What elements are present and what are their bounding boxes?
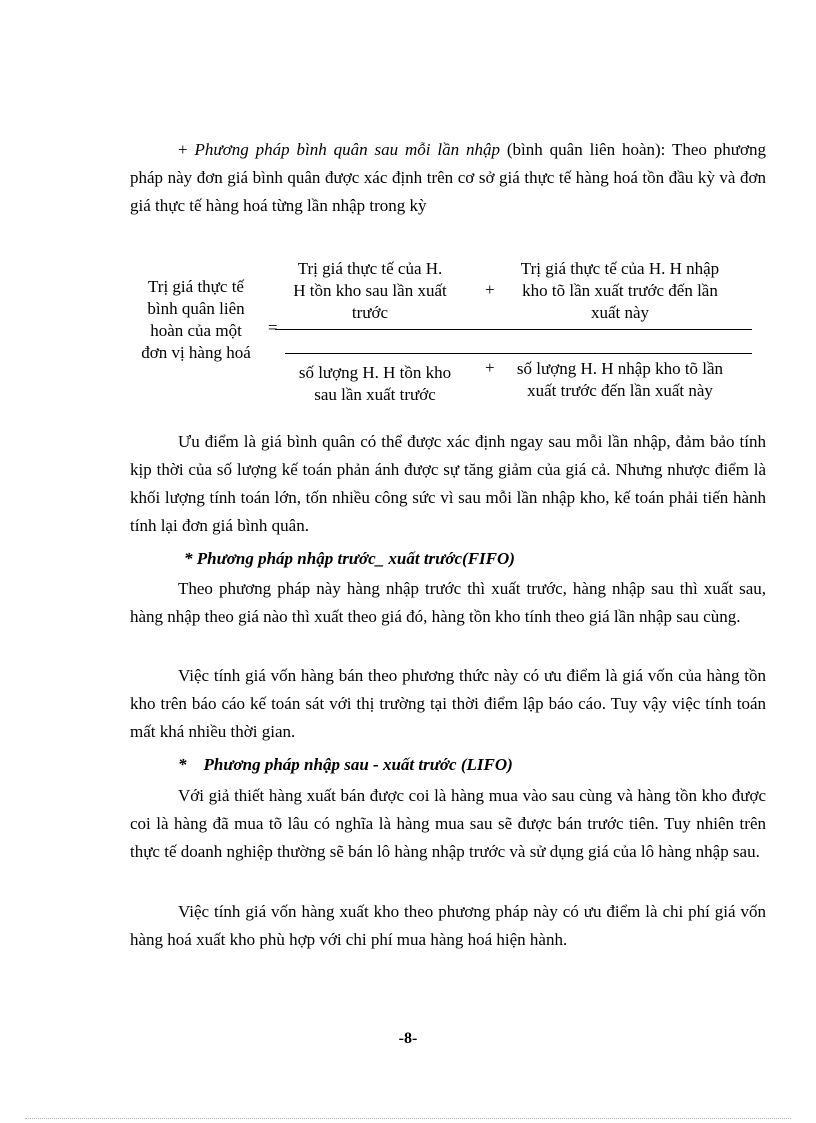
denominator-term-1-line: sau lần xuất trước (314, 385, 436, 404)
denominator-term-2-line: xuất trước đến lần xuất này (527, 381, 713, 400)
heading-lifo: * Phương pháp nhập sau - xuất trước (LIFO) (178, 755, 513, 774)
denominator-term-1-line: số lượng H. H tồn kho (298, 363, 452, 382)
paragraph-lifo-description: Với giả thiết hàng xuất bán được coi là hàng mua vào sau cùng và hàng tồn kho được coi là hàng đã mua tõ lâu có nghĩa là hàng mua sau sẽ được bán trước tiên. Tuy nhiên trên thực tế doanh nghiệp thường sẽ bán lô hàng nhập trước và sử dụng giá của lô hàng nhập sau. (130, 786, 766, 861)
formula-left-line: Trị giá thực tế (148, 277, 244, 296)
formula-left-line: bình quân liên (147, 299, 245, 318)
numerator-plus: + (485, 280, 495, 299)
formula-left-side (130, 276, 262, 364)
denominator-term-2 (500, 358, 740, 402)
paragraph-fifo-evaluation: Việc tính giá vốn hàng bán theo phương thức này có ưu điểm là giá vốn của hàng tồn kho trên báo cáo kế toán sát với thị trường tại thời điểm lập báo cáo. Tuy vậy việc tính toán mất khá nhiều thời gian. (130, 666, 766, 741)
formula-left-line: đơn vị hàng hoá (141, 343, 251, 362)
paragraph-advantages: Ưu điểm là giá bình quân có thể được xác định ngay sau mỗi lần nhập, đảm bảo tính kịp thời của số lượng kế toán phản ánh được sự tăng giảm của giá cả. Nhưng nhược điểm là khối lượng tính toán lớn, tốn nhiều công sức vì sau mỗi lần nhập kho, kế toán phải tiến hành tính lại đơn giá bình quân. (130, 432, 766, 535)
numerator-term-2-line: kho tõ lần xuất trước đến lần (522, 281, 718, 300)
paragraph-fifo-description: Theo phương pháp này hàng nhập trước thì xuất trước, hàng nhập sau thì xuất sau, hàng nhập theo giá nào thì xuất theo giá đó, hàng tồn kho tính theo giá lần nhập sau cùng. (130, 579, 766, 626)
paragraph-average-method (130, 136, 766, 220)
page-bottom-border (25, 1118, 791, 1119)
formula-equals: = (268, 318, 278, 337)
numerator-term-1-line: trước (351, 303, 389, 322)
paragraph-lifo-evaluation: Việc tính giá vốn hàng xuất kho theo phương pháp này có ưu điểm là chi phí giá vốn hàng hoá xuất kho phù hợp với chi phí mua hàng hoá hiện hành. (130, 902, 766, 949)
page-number: -8- (398, 1030, 418, 1047)
formula-left-line: hoàn của một (150, 321, 242, 340)
numerator-term-2-line: xuất này (590, 303, 650, 322)
bullet-plus: + (178, 140, 195, 159)
denominator-term-2-line: số lượng H. H nhập kho tõ lần (516, 359, 724, 378)
fraction-line-bottom (285, 353, 752, 354)
denominator-term-1 (280, 362, 470, 406)
heading-fifo: * Phương pháp nhập trước_ xuất trước(FIFO) (184, 549, 515, 568)
numerator-term-2-line: Trị giá thực tế của H. H nhập (520, 259, 720, 278)
numerator-term-2 (500, 258, 740, 324)
numerator-term-1-line: H tồn kho sau lần xuất (293, 281, 447, 300)
method-description: (bình quân liên hoàn): Theo phương pháp này đơn giá bình quân được xác định trên cơ sở giá thực tế hàng hoá tồn đầu kỳ và đơn giá thực tế hàng hoá từng lần nhập trong kỳ (130, 140, 767, 215)
average-price-formula (130, 252, 770, 412)
fraction-line-top (275, 329, 752, 330)
numerator-term-1 (280, 258, 460, 324)
numerator-term-1-line: Trị giá thực tế của H. (297, 259, 443, 278)
denominator-plus: + (485, 358, 495, 377)
method-title-italic: Phương pháp bình quân sau mỗi lần nhập (194, 140, 500, 159)
